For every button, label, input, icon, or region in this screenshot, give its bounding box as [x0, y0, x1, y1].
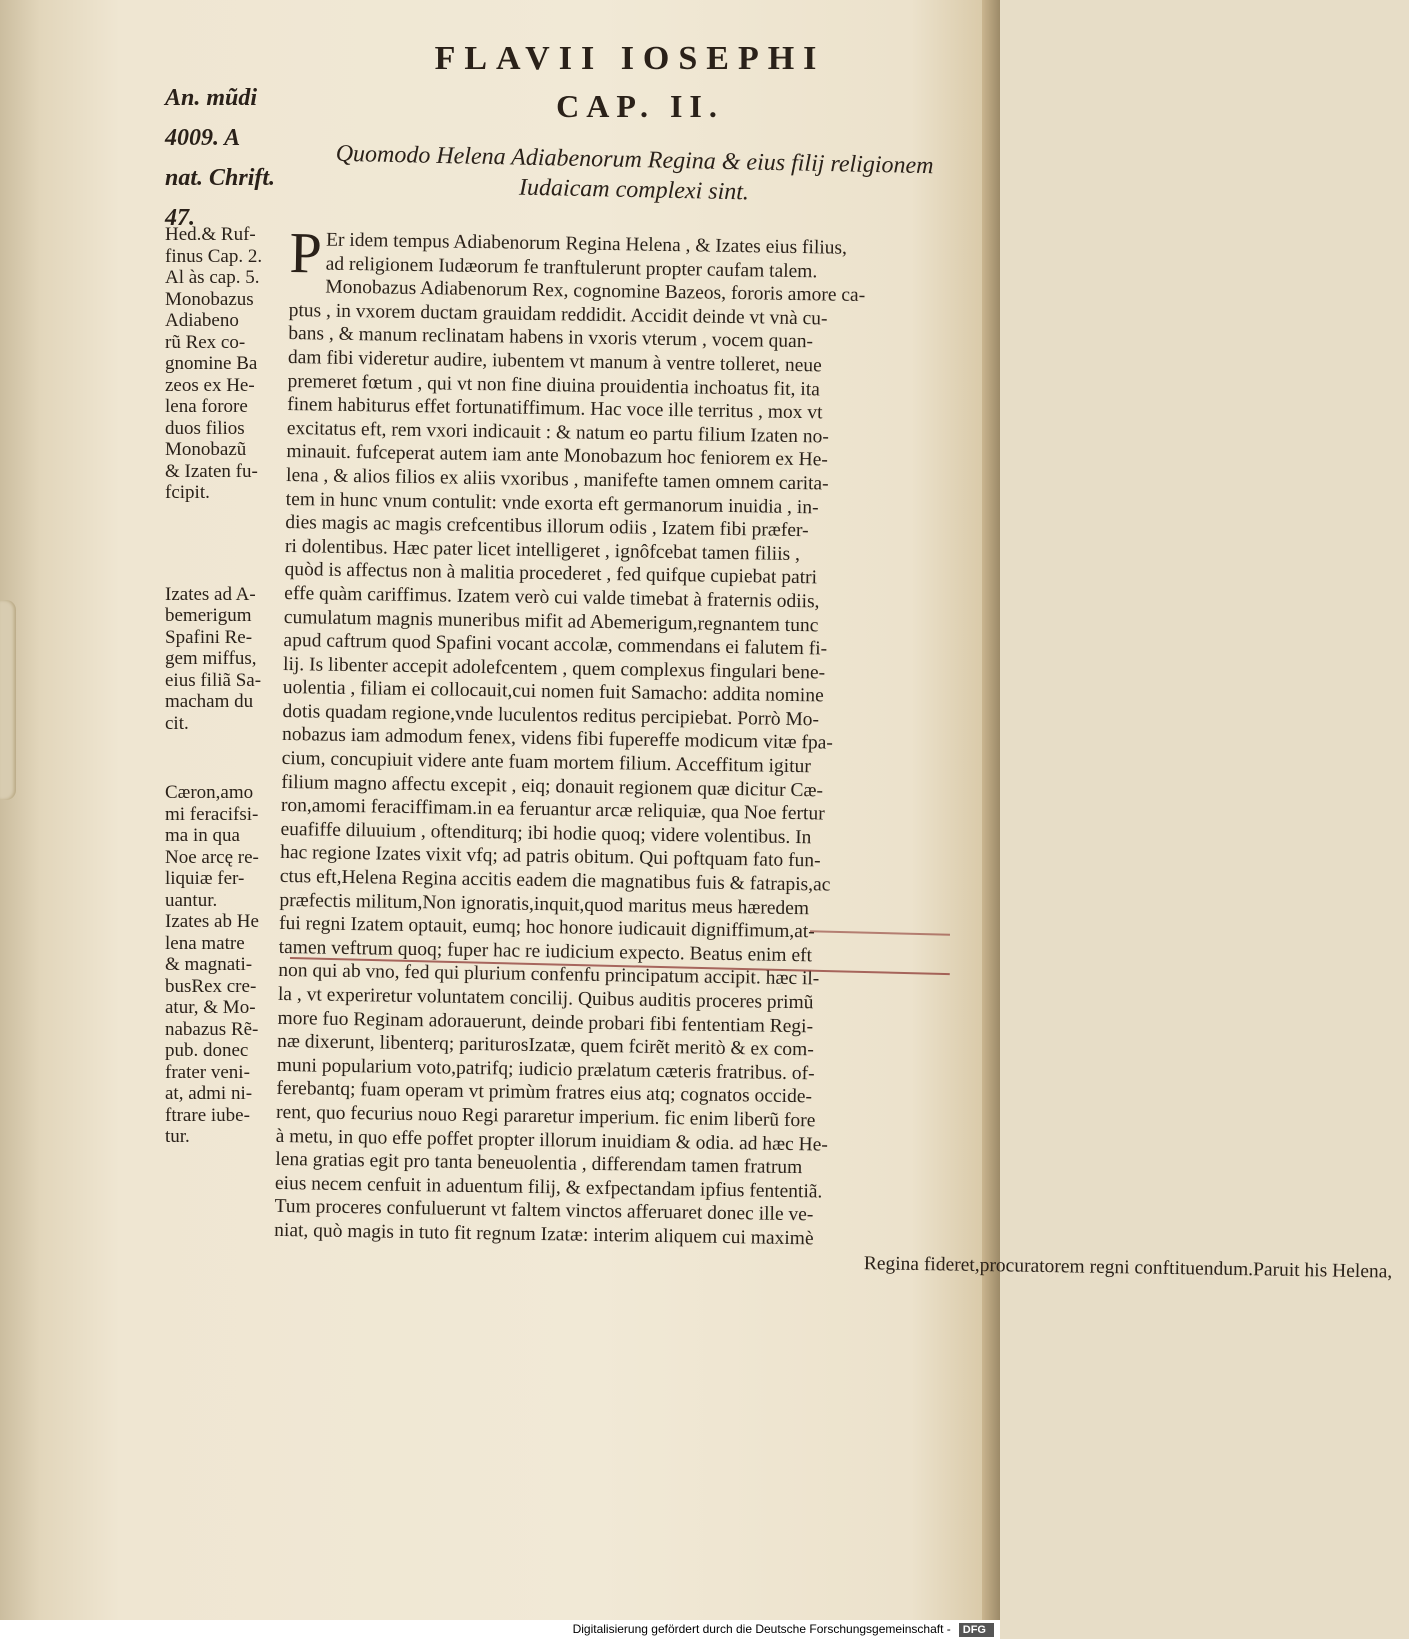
margin-note-line: ftrare iube-: [165, 1104, 250, 1126]
text-line: lena gratias egit pro tanta beneuolentia , differendam tamen fratrum: [275, 1149, 803, 1179]
book-clasp: [0, 600, 16, 800]
margin-note-line: atur, & Mo-: [165, 997, 256, 1018]
margin-note-line: gem miffus,: [165, 648, 257, 669]
footer-text: Digitalisierung gefördert durch die Deutsche Forschungsgemeinschaft -: [572, 1622, 951, 1636]
text-line: hac regione Izates vixit vfq; ad patris obitum. Qui poftquam fato fun-: [280, 842, 821, 872]
text-line: excitatus eft, rem vxori indicauit : & natum eo partu filium Izaten no-: [286, 417, 829, 448]
margin-note-line: Spafini Re-: [165, 626, 253, 648]
chapter-heading: CAP. II.: [556, 88, 724, 124]
text-line: euafiffe diluuium , oftenditurq; ibi hodie quoq; videre volentibus. In: [280, 818, 812, 849]
margin-note-line: fcipit.: [165, 482, 210, 503]
margin-note-line: Monobazus: [165, 288, 254, 310]
margin-note-line: gnomine Ba: [165, 353, 258, 374]
margin-note-line: liquiæ fer-: [165, 868, 245, 889]
margin-note-line: tur.: [165, 1126, 190, 1147]
text-line: non qui ab vno, fed qui plurium confenfu principatum accipit. hæc il-: [278, 960, 820, 990]
text-line: tem in hunc vnum contulit: vnde exorta eft germanorum inuidia , in-: [285, 488, 819, 518]
margin-note-line: macham du: [165, 691, 254, 712]
page-edge: [982, 0, 1000, 1620]
margin-note-line: & magnati-: [165, 954, 253, 975]
margin-note-line: Al às cap. 5.: [165, 267, 260, 288]
text-line: ferebantq; fuam operam vt primùm fratres eius atq; cognatos occide-: [276, 1078, 813, 1108]
margin-note-line: Izates ab He: [165, 911, 259, 932]
text-line: dotis quadam regione,vnde luculentos reditus percipiebat. Porrò Mo-: [282, 700, 820, 731]
text-line: la , vt experiretur voluntatem concilij. Quibus auditis proceres primũ: [277, 983, 814, 1014]
text-line: dam fibi videretur audire, iubentem vt manum à ventre tolleret, neue: [287, 346, 822, 377]
text-line: Tum proceres confuluerunt vt faltem vinctos afferuaret donec ille ve-: [274, 1196, 814, 1226]
margin-note-line: eius filiã Sa-: [165, 669, 262, 691]
text-line: næ dixerunt, libenterq; pariturosIzatæ, quem fcirẽt meritò & ex com-: [277, 1031, 814, 1061]
digitization-footer: [0, 1620, 1000, 1639]
margin-note-line: busRex cre-: [165, 975, 257, 997]
margin-notes: [165, 224, 295, 1148]
margin-note-line: Hed.& Ruf-: [165, 224, 256, 245]
margin-note-line: bemerigum: [165, 605, 252, 626]
margin-note-line: uantur.: [165, 889, 218, 911]
margin-note-line: lena matre: [165, 932, 245, 954]
text-line: muni popularium voto,patrifq; iudicio prælatum cæteris fratribus. of-: [276, 1054, 815, 1085]
text-line: rent, quo fecurius nouo Regi pararetur imperium. fic enim liberũ fore: [275, 1101, 816, 1132]
margin-note-line: zeos ex He-: [165, 374, 255, 396]
margin-note-line: nabazus Rẽ-: [165, 1018, 259, 1040]
text-line: lena , & alios filios ex aliis vxoribus , manifefte tamen omnem carita-: [285, 464, 829, 495]
margin-note: [165, 224, 295, 504]
text-line: niat, quò magis in tuto fit regnum Izatæ: interim aliquem cui maximè: [274, 1219, 814, 1250]
text-line: cium, concupiuit videre ante fuam mortem filium. Acceffitum igitur: [281, 747, 812, 778]
text-line: fui regni Izatem optauit, eumq; hoc honore iudicauit digniffimum,at-: [278, 913, 815, 943]
margin-note-line: Noe arcę re-: [165, 846, 259, 868]
year-note: [165, 78, 295, 238]
text-line: ri dolentibus. Hæc pater licet intelligeret , ignôfcebat tamen filiis ,: [284, 535, 801, 565]
margin-note-line: cit.: [165, 712, 189, 734]
margin-note-line: at, admi ni-: [165, 1083, 253, 1104]
text-line: finem habiturus effet fortunatiffimum. Hac voce ille territus , mox vt: [287, 394, 823, 424]
text-line: lij. Is libenter accepit adolefcentem , quem complexus fingulari bene-: [282, 653, 826, 684]
text-line: filium magno affectu excepit , eiq; donauit regionem quæ dicitur Cæ-: [281, 771, 824, 802]
year-note-line: 47.: [165, 205, 195, 231]
margin-note-line: Adiabeno: [165, 310, 239, 331]
margin-note-line: mi feracifsi-: [165, 803, 259, 825]
text-line: effe quàm cariffimus. Izatem verò cui valde timebat à fraternis odiis,: [284, 582, 820, 613]
text-line: more fuo Reginam adorauerunt, deinde probari fibi fententiam Regi-: [277, 1007, 814, 1037]
text-line: Monobazus Adiabenorum Rex, cognomine Bazeos, fororis amore ca-: [325, 276, 866, 307]
year-note-line: nat. Chrift.: [165, 165, 276, 191]
text-line: premeret fœtum , qui vt non fine diuina prouidentia inchoatus fit, ita: [287, 370, 821, 400]
chapter-title-line: Iudaicam complexi sint.: [518, 174, 750, 206]
margin-note-line: finus Cap. 2.: [165, 245, 263, 267]
dfg-logo: DFG: [959, 1623, 994, 1637]
margin-note: [165, 584, 295, 735]
margin-note-line: frater veni-: [165, 1061, 250, 1083]
margin-note-line: duos filios: [165, 417, 245, 439]
text-line: tamen veftrum quoq; fuper hac re iudicium expecto. Beatus enim eft: [278, 936, 813, 967]
margin-note-line: lena forore: [165, 396, 248, 417]
text-line: quòd is affectus non à malitia procederet , fed quifque cupiebat patri: [284, 559, 818, 589]
text-line: minauit. fufceperat autem iam ante Monobazum hoc feniorem ex He-: [286, 441, 829, 471]
margin-note-line: Izates ad A-: [165, 583, 256, 605]
margin-note-line: Monobazũ: [165, 439, 247, 460]
margin-note-line: pub. donec: [165, 1040, 249, 1061]
text-line: nobazus iam admodum fenex, videns fibi fupereffe modicum vitæ fpa-: [281, 724, 834, 755]
text-line: ptus , in vxorem ductam grauidam reddidit. Accidit deinde vt vnà cu-: [288, 299, 828, 330]
drop-cap: P: [289, 220, 323, 286]
text-line: ad religionem Iudæorum fe tranftulerunt propter caufam talem.: [325, 253, 818, 282]
text-line: dies magis ac magis crefcentibus illorum odiis , Izatem fibi præfer-: [285, 512, 809, 542]
margin-note-line: & Izaten fu-: [165, 460, 258, 482]
body-text: [274, 220, 1393, 1282]
margin-note-line: Cæron,amo: [165, 782, 254, 803]
year-note-line: 4009. A: [165, 125, 241, 151]
text-line: Er idem tempus Adiabenorum Regina Helena , & Izates eius filius,: [325, 229, 848, 259]
margin-note-line: ma in qua: [165, 825, 240, 846]
text-line: eius necem cenfuit in aduentum filij, & exfpectandam ipfius fententiã.: [274, 1172, 823, 1203]
text-line: apud caftrum quod Spafini vocant accolæ, commendans ei falutem fi-: [283, 630, 828, 660]
text-line: à metu, in quo effe poffet propter illorum inuidiam & odia. ad hæc He-: [275, 1125, 829, 1156]
text-line: Regina fideret,procuratorem regni conftituendum.Paruit his Helena,: [863, 1252, 1393, 1282]
text-line: bans , & manum reclinatam habens in vxoris vterum , vocem quan-: [288, 323, 814, 353]
running-head: FLAVII IOSEPHI: [434, 40, 826, 77]
text-line: uolentia , filiam ei collocauit,cui nomen fuit Samacho: addita nomine: [282, 677, 824, 707]
margin-note-line: rũ Rex co-: [165, 331, 246, 353]
year-note-line: An. mũdi: [165, 85, 258, 111]
margin-note: [165, 782, 295, 911]
chapter-title-line: Quomodo Helena Adiabenorum Regina & eius filij religionem: [335, 140, 934, 180]
text-line: cumulatum magnis muneribus mifit ad Abemerigum,regnantem tunc: [283, 606, 819, 636]
text-line: ctus eft,Helena Regina accitis eadem die magnatibus fuis & fatrapis,ac: [279, 865, 831, 896]
text-line: ron,amomi feraciffimam.in ea feruantur arcæ reliquiæ, qua Noe fertur: [280, 795, 825, 825]
text-line: præfectis militum,Non ignoratis,inquit,quod maritus meus hæredem: [279, 889, 810, 919]
